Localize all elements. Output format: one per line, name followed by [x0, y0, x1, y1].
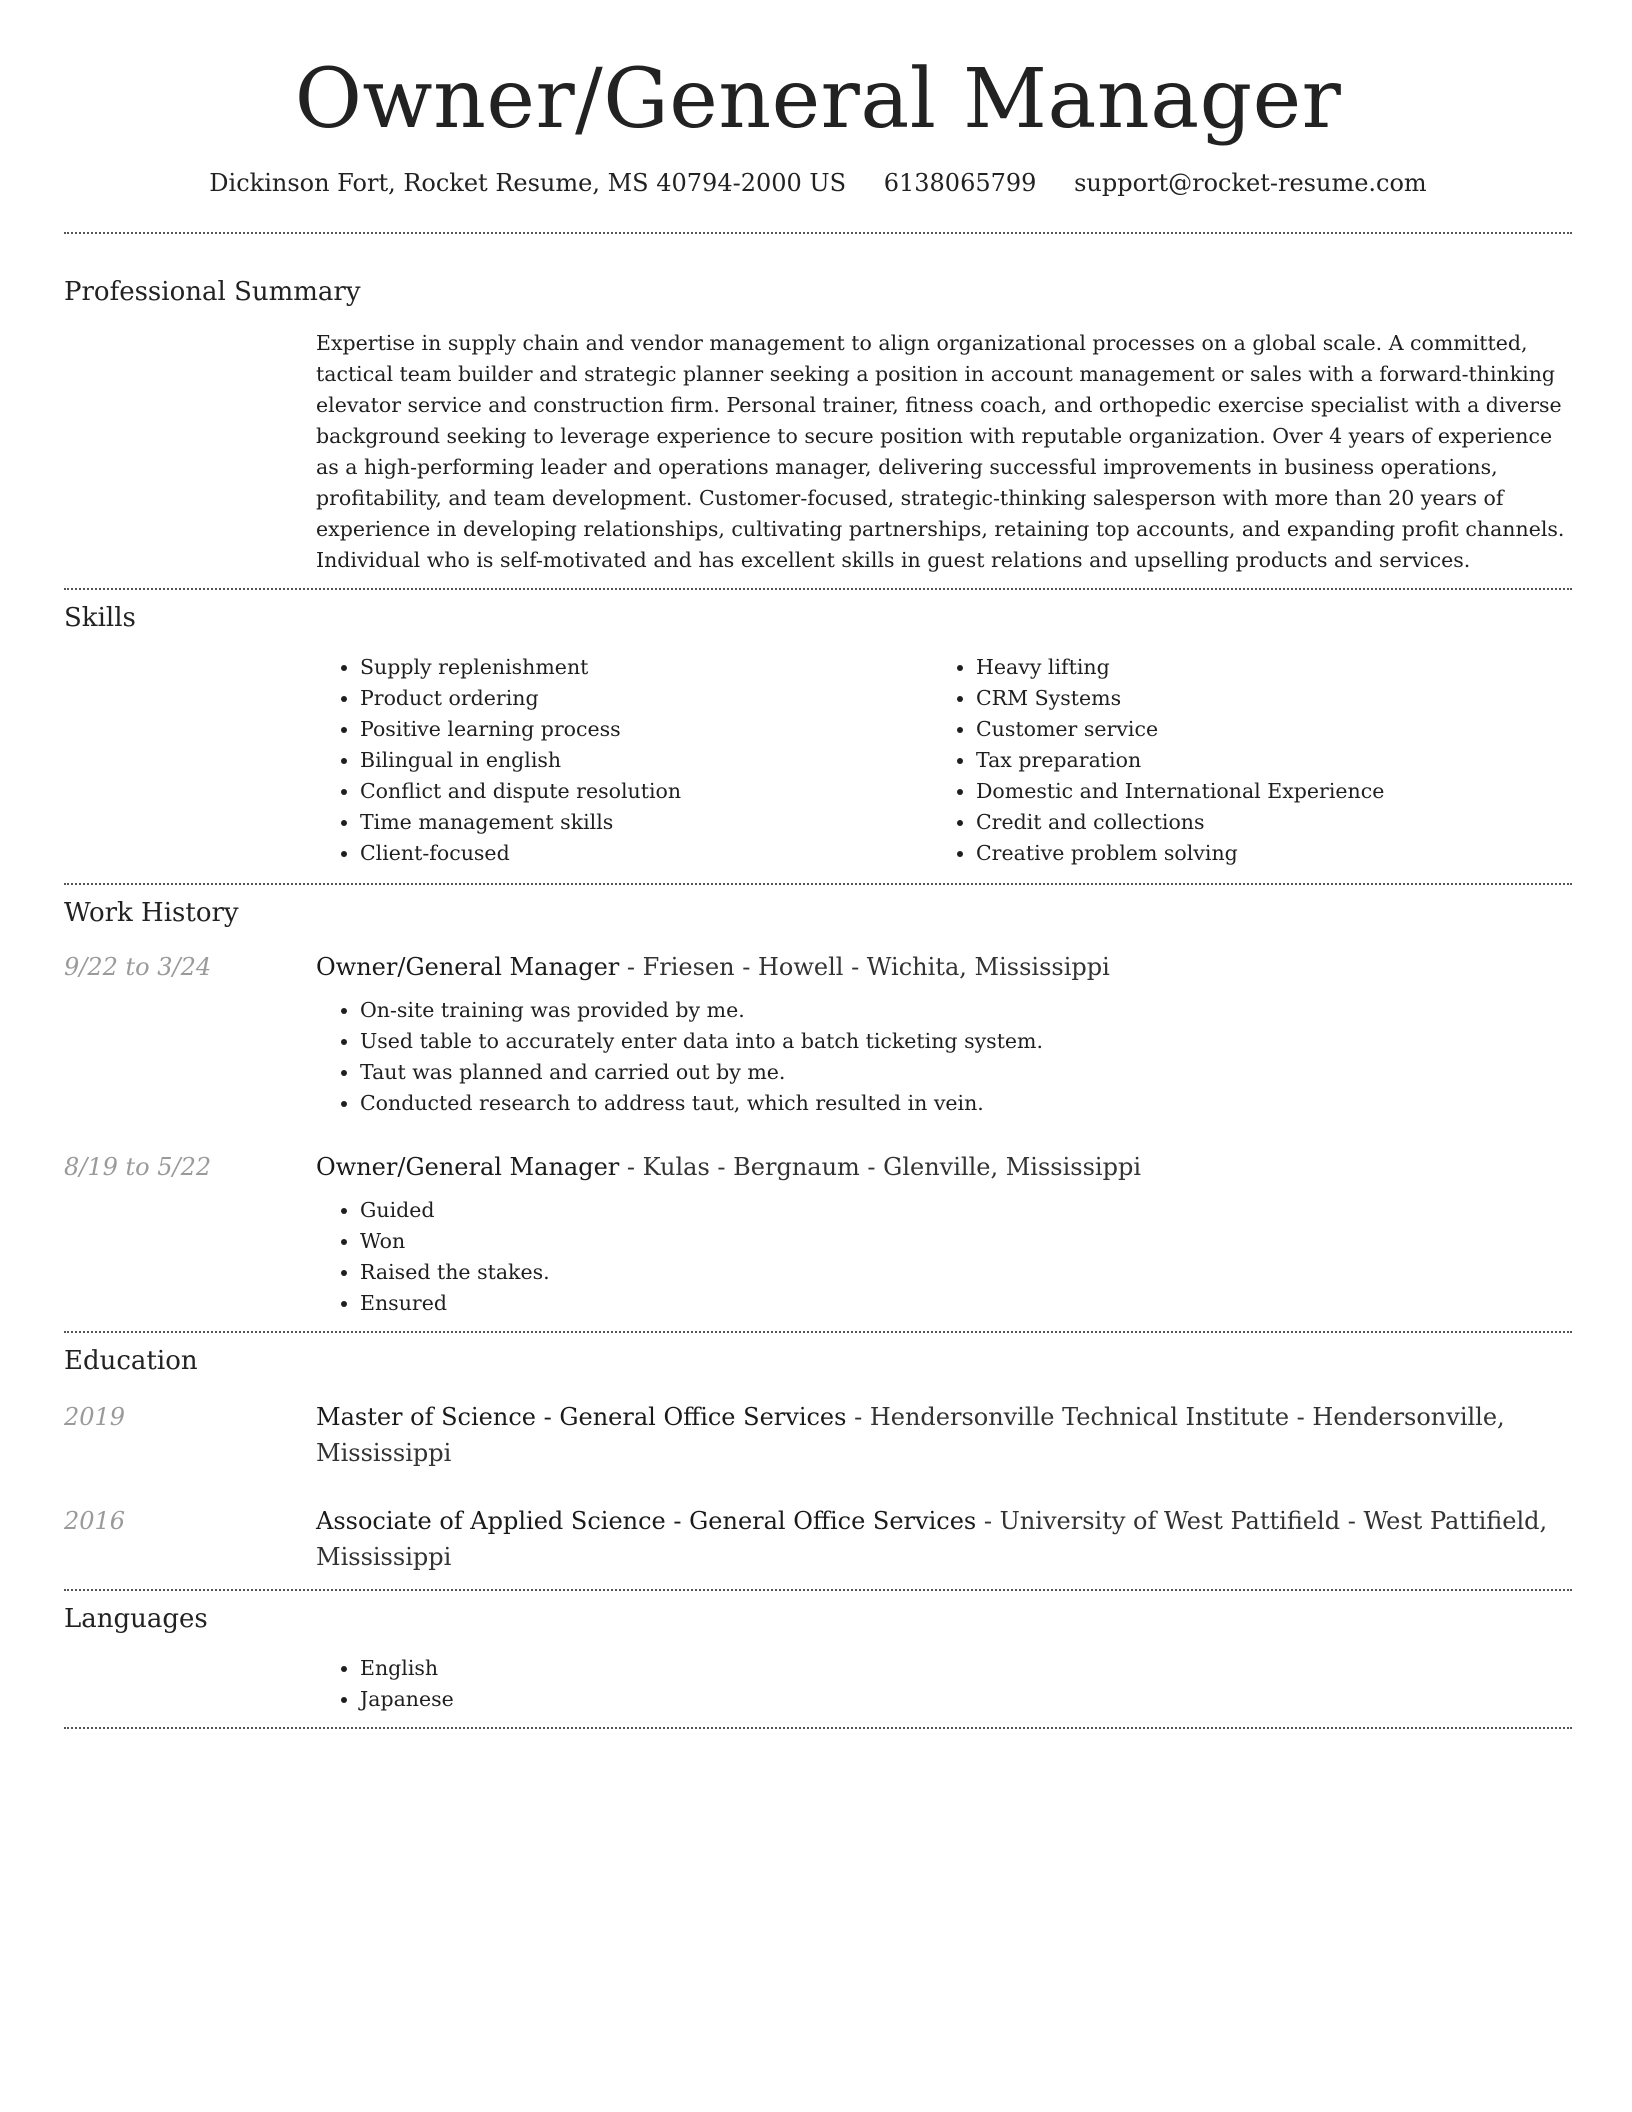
work-heading: [316, 949, 1572, 985]
education-details: - University of West Pattifield - West Pattifield, Mississippi: [316, 1507, 1548, 1571]
summary-text: Expertise in supply chain and vendor management to align organizational processes on a global scale. A committed, tactical team builder and strategic planner seeking a position in account management or sales with a forward-thinking elevator service and construction firm. Personal trainer, fitness coach, and orthopedic exercise specialist with a diverse background seeking to leverage experience to secure position with reputable organization. Over 4 years of experience as a high-performing leader and operations manager, delivering successful improvements in business operations, profitability, and team development. Customer-focused, strategic-thinking salesperson with more than 20 years of experience in developing relationships, cultivating partnerships, retaining top accounts, and expanding profit channels. Individual who is self-motivated and has excellent skills in guest relations and upselling products and services.: [316, 331, 1565, 572]
skill-item: • Heavy lifting: [976, 652, 1548, 683]
skill-item: • Time management skills: [360, 807, 932, 838]
work-date: 8/19 to 5/22: [64, 1153, 212, 1181]
work-bullet: • Taut was planned and carried out by me.: [360, 1057, 1572, 1088]
work-bullet: • Guided: [360, 1195, 1572, 1226]
skills-list-right: [932, 652, 1548, 869]
contact-email: support@rocket-resume.com: [1074, 169, 1427, 197]
section-work-history: [64, 885, 1572, 1331]
section-title-languages: Languages: [64, 1604, 208, 1634]
skill-item: • Client-focused: [360, 838, 932, 869]
education-date: 2016: [64, 1507, 126, 1535]
education-entry: [64, 1503, 1572, 1575]
contact-line: [64, 166, 1572, 200]
work-bullets: [316, 1195, 1572, 1319]
language-item: • Japanese: [360, 1684, 1572, 1715]
resume-page: [64, 0, 1572, 1729]
education-degree: Master of Science - General Office Services: [316, 1403, 847, 1431]
work-bullet: • Won: [360, 1226, 1572, 1257]
work-bullet: • Conducted research to address taut, which resulted in vein.: [360, 1088, 1572, 1119]
section-education: [64, 1333, 1572, 1589]
work-details: - Kulas - Bergnaum - Glenville, Mississippi: [619, 1153, 1141, 1181]
section-summary: [64, 234, 1572, 576]
education-details: - Hendersonville Technical Institute - Hendersonville, Mississippi: [316, 1403, 1505, 1467]
work-bullet: • Raised the stakes.: [360, 1257, 1572, 1288]
contact-phone: 6138065799: [883, 169, 1037, 197]
education-heading: [316, 1503, 1572, 1575]
skill-item: • Conflict and dispute resolution: [360, 776, 932, 807]
work-bullet: • On-site training was provided by me.: [360, 995, 1572, 1026]
skill-item: • Customer service: [976, 714, 1548, 745]
work-bullet: • Ensured: [360, 1288, 1572, 1319]
skill-item: • Tax preparation: [976, 745, 1548, 776]
skill-item: • Supply replenishment: [360, 652, 932, 683]
language-item: • English: [360, 1653, 1572, 1684]
work-date: 9/22 to 3/24: [64, 953, 212, 981]
skill-item: • CRM Systems: [976, 683, 1548, 714]
work-entry: [64, 1149, 1572, 1319]
skill-item: • Bilingual in english: [360, 745, 932, 776]
languages-list: [316, 1653, 1572, 1715]
contact-address: Dickinson Fort, Rocket Resume, MS 40794-2000 US: [209, 169, 847, 197]
skills-list-left: [316, 652, 932, 869]
work-entry: [64, 949, 1572, 1119]
skill-item: • Domestic and International Experience: [976, 776, 1548, 807]
work-details: - Friesen - Howell - Wichita, Mississippi: [619, 953, 1110, 981]
education-heading: [316, 1399, 1572, 1471]
section-languages: [64, 1591, 1572, 1715]
skill-item: • Positive learning process: [360, 714, 932, 745]
work-heading: [316, 1149, 1572, 1185]
work-role: Owner/General Manager: [316, 1153, 620, 1181]
work-role: Owner/General Manager: [316, 953, 620, 981]
section-title-work: Work History: [64, 898, 239, 928]
divider: [64, 1727, 1572, 1729]
education-entry: [64, 1399, 1572, 1471]
skills-columns: [316, 652, 1572, 869]
section-title-skills: Skills: [64, 603, 136, 633]
skill-item: • Product ordering: [360, 683, 932, 714]
section-skills: [64, 590, 1572, 869]
work-bullets: [316, 995, 1572, 1119]
work-bullet: • Used table to accurately enter data into a batch ticketing system.: [360, 1026, 1572, 1057]
skill-item: • Creative problem solving: [976, 838, 1548, 869]
education-degree: Associate of Applied Science - General Office Services: [316, 1507, 977, 1535]
education-date: 2019: [64, 1403, 126, 1431]
section-title-education: Education: [64, 1346, 198, 1376]
resume-name: Owner/General Manager: [294, 52, 1342, 147]
section-title-summary: Professional Summary: [64, 277, 361, 307]
skill-item: • Credit and collections: [976, 807, 1548, 838]
